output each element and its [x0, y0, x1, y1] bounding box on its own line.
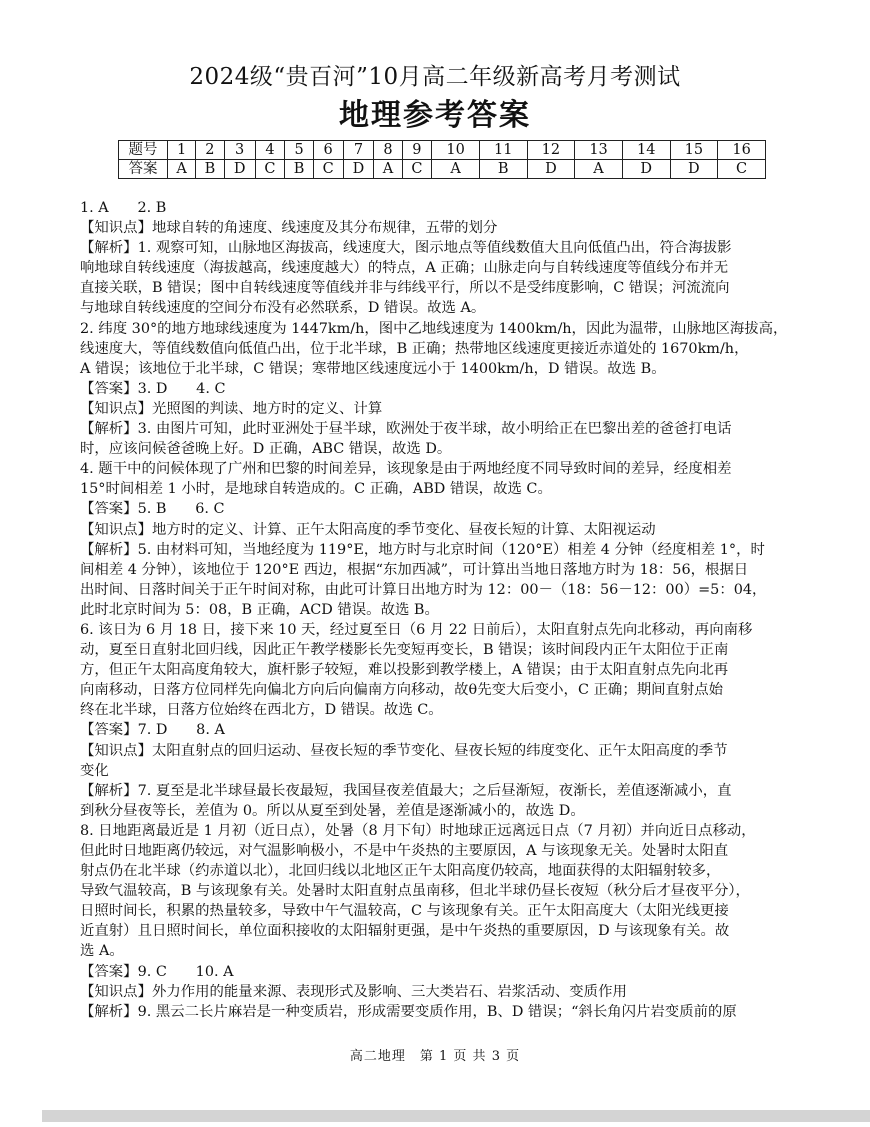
question-number-cell: 5 — [285, 141, 314, 160]
answer-table — [118, 140, 766, 179]
text-line: 线速度大，等值线数值向低值凸出，位于北半球，B 正确；热带地区线速度更接近赤道处的 1670km/h， — [80, 340, 749, 357]
text-line: 日照时间长，积累的热量较多，导致中午气温较高，C 与该现象有关。正午太阳高度大（太阳光线更接 — [80, 903, 729, 920]
exam-title: 2024级“贵百河”10月高二年级新高考月考测试 — [189, 64, 681, 90]
row-label-answer: 答案 — [119, 160, 168, 179]
answer-cell: C — [313, 160, 343, 179]
text-line: 但此时日地距离仍较远，对气温影响极小，不是中午炎热的主要原因，A 与该现象无关。处暑时太阳直 — [80, 843, 729, 859]
question-number-cell: 4 — [255, 141, 285, 160]
answer-cell: D — [527, 160, 575, 179]
text-line: A 错误；该地位于北半球，C 错误；寒带地区线速度远小于 1400km/h，D 错误。故选 B。 — [80, 360, 666, 377]
text-line: 1. A 2. B — [80, 200, 167, 216]
text-line: 6. 该日为 6 月 18 日，接下来 10 天，经过夏至日（6 月 22 日前后），太阳直射点先向北移动，再向南移 — [80, 621, 753, 638]
text-line: 【知识点】地方时的定义、计算、正午太阳高度的季节变化、昼夜长短的计算、太阳视运动 — [80, 521, 656, 538]
text-line: 【知识点】太阳直射点的回归运动、昼夜长短的季节变化、昼夜长短的纬度变化、正午太阳高度的季节 — [80, 742, 728, 759]
text-line: 与地球自转线速度的空间分布没有必然联系，D 错误。故选 A。 — [80, 300, 486, 317]
text-line: 【答案】9. C 10. A — [80, 963, 234, 980]
text-line: 响地球自转线速度（海拔越高，线速度越大）的特点，A 正确；山脉走向与自转线速度等值线分布并无 — [80, 260, 729, 277]
text-line: 动，夏至日直射北回归线，因此正午教学楼影长先变短再变长，B 错误；该时间段内正午太阳位于正南 — [80, 642, 729, 659]
question-number-cell: 8 — [374, 141, 402, 160]
text-line: 【知识点】光照图的判读、地方时的定义、计算 — [80, 400, 383, 417]
page-footer: 高二地理 第 1 页 共 3 页 — [349, 1049, 521, 1064]
answer-cell: A — [168, 160, 196, 179]
answer-row — [119, 160, 766, 179]
text-line: 【答案】5. B 6. C — [80, 501, 225, 518]
answer-cell: D — [224, 160, 255, 179]
text-line: 15°时间相差 1 小时，是地球自转造成的。C 正确，ABD 错误，故选 C。 — [80, 481, 552, 498]
question-number-cell: 12 — [527, 141, 575, 160]
answer-cell: B — [479, 160, 527, 179]
text-line: 8. 日地距离最近是 1 月初（近日点），处暑（8 月下旬）时地球正远离远日点（7 月初）并向近日点移动， — [80, 822, 756, 839]
answer-cell: D — [670, 160, 718, 179]
text-line: 间相差 4 分钟），该地位于 120°E 西边，根据“东加西减”，可计算出当地日落地方时为 18：56，根据日 — [80, 561, 749, 578]
text-line: 【解析】9. 黑云二长片麻岩是一种变质岩，形成需要变质作用，B、D 错误；“斜长角闪片岩变质前的原 — [80, 1003, 737, 1020]
question-number-cell: 6 — [313, 141, 343, 160]
text-line: 【答案】7. D 8. A — [80, 722, 225, 739]
answer-cell: D — [622, 160, 670, 179]
question-number-cell: 1 — [168, 141, 196, 160]
text-line: 向南移动，日落方位同样先向偏北方向后向偏南方向移动，故θ先变大后变小，C 正确；期间直射点始 — [80, 682, 724, 699]
question-number-cell: 3 — [224, 141, 255, 160]
text-line: 2. 纬度 30°的地方地球线速度为 1447km/h，图中乙地线速度为 1400km/h，因此为温带，山脉地区海拔高， — [80, 320, 788, 337]
text-line: 【解析】1. 观察可知，山脉地区海拔高，线速度大，图示地点等值线数值大且向低值凸出，符合海拔影 — [80, 240, 732, 257]
text-line: 时，应该问候爸爸晚上好。D 正确，ABC 错误，故选 D。 — [80, 441, 452, 458]
page-bottom-bar — [42, 1110, 870, 1122]
answer-cell: C — [402, 160, 432, 179]
answer-cell: A — [432, 160, 480, 179]
text-line: 【解析】5. 由材料可知，当地经度为 119°E，地方时与北京时间（120°E）相差 4 分钟（经度相差 1°，时 — [80, 541, 765, 558]
question-number-cell: 2 — [196, 141, 225, 160]
text-line: 【知识点】外力作用的能量来源、表现形式及影响、三大类岩石、岩浆活动、变质作用 — [80, 983, 627, 1000]
question-number-cell: 13 — [575, 141, 623, 160]
text-line: 导致气温较高，B 与该现象有关。处暑时太阳直射点虽南移，但北半球仍昼长夜短（秋分后才昼夜平分）， — [80, 883, 750, 900]
question-number-cell: 9 — [402, 141, 432, 160]
answer-cell: A — [575, 160, 623, 179]
text-line: 终在北半球，日落方位始终在西北方，D 错误。故选 C。 — [80, 702, 443, 719]
text-line: 4. 题干中的问候体现了广州和巴黎的时间差异，该现象是由于两地经度不同导致时间的差异，经度相差 — [80, 461, 732, 478]
text-line: 【答案】3. D 4. C — [80, 380, 226, 397]
text-line: 选 A。 — [80, 943, 124, 960]
question-number-cell: 10 — [432, 141, 480, 160]
text-line: 变化 — [80, 762, 109, 779]
question-number-cell: 14 — [622, 141, 670, 160]
answer-cell: C — [255, 160, 285, 179]
row-label-question: 题号 — [119, 141, 168, 160]
document-title: 地理参考答案 — [339, 98, 531, 133]
answer-cell: B — [285, 160, 314, 179]
question-number-cell: 15 — [670, 141, 718, 160]
text-line: 直接关联，B 错误；图中自转线速度等值线并非与纬线平行，所以不是受纬度影响，C 错误；河流流向 — [80, 280, 730, 297]
answer-cell: D — [343, 160, 374, 179]
text-line: 射点仍在北半球（约赤道以北），北回归线以北地区正午太阳高度仍较高，地面获得的太阳辐射较多， — [80, 863, 721, 880]
question-number-cell: 11 — [479, 141, 527, 160]
text-line: 【解析】3. 由图片可知，此时亚洲处于昼半球，欧洲处于夜半球，故小明给正在巴黎出差的爸爸打电话 — [80, 421, 732, 438]
text-line: 方，但正午太阳高度角较大，旗杆影子较短，难以投影到教学楼上，A 错误；由于太阳直射点先向北再 — [80, 662, 729, 679]
question-number-row — [119, 141, 766, 160]
text-line: 近直射）且日照时间长，单位面积接收的太阳辐射更强，是中午炎热的重要原因，D 与该现象有关。故 — [80, 923, 730, 940]
question-number-cell: 7 — [343, 141, 374, 160]
text-line: 此时北京时间为 5：08，B 正确，ACD 错误。故选 B。 — [80, 601, 439, 618]
text-line: 到秋分昼夜等长，差值为 0。所以从夏至到处暑，差值是逐渐减小的，故选 D。 — [80, 802, 585, 819]
answer-cell: A — [374, 160, 402, 179]
text-line: 【解析】7. 夏至是北半球昼最长夜最短，我国昼夜差值最大；之后昼渐短，夜渐长，差值逐渐减小，直 — [80, 782, 732, 799]
text-line: 【知识点】地球自转的角速度、线速度及其分布规律，五带的划分 — [80, 220, 498, 237]
answer-cell: C — [718, 160, 766, 179]
answer-cell: B — [196, 160, 225, 179]
question-number-cell: 16 — [718, 141, 766, 160]
explanation-body — [80, 198, 794, 1022]
text-line: 出时间、日落时间关于正午时间对称，由此可计算日出地方时为 12：00－（18：56－12：00）=5：04， — [80, 581, 767, 598]
